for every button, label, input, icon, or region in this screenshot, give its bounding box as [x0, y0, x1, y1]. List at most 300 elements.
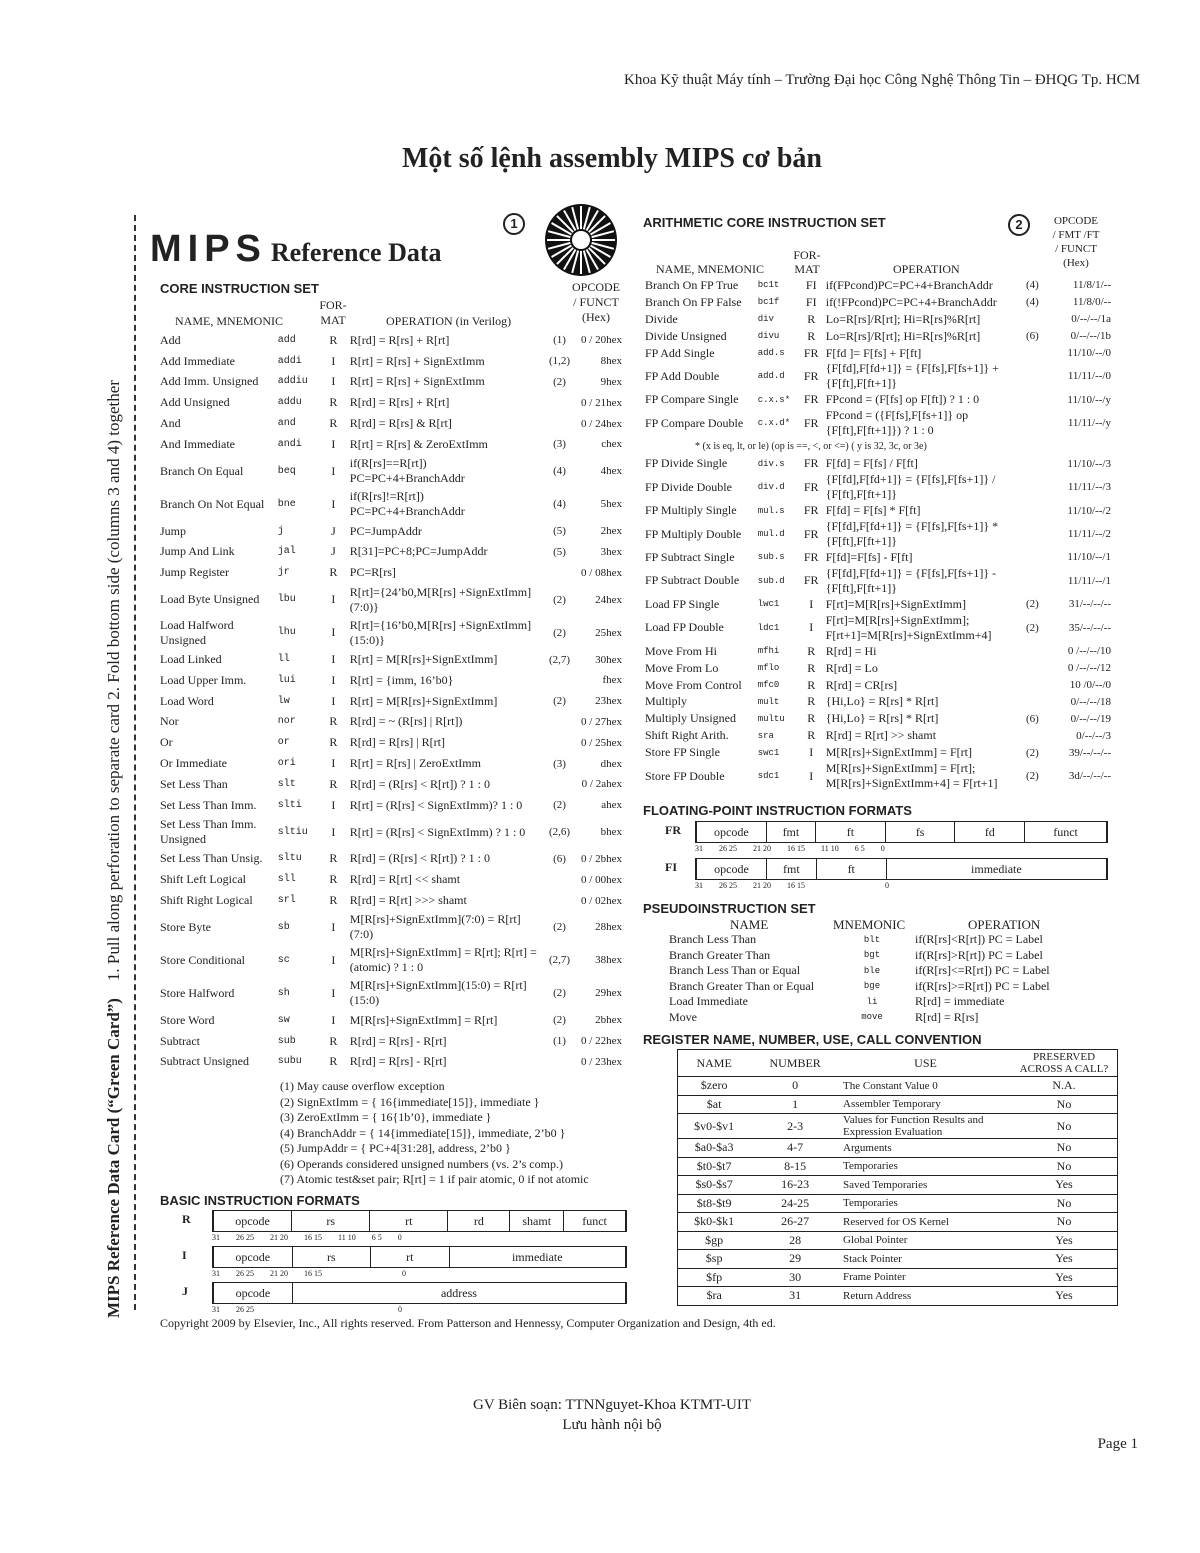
instr-name: Divide [645, 311, 678, 326]
core-row [158, 944, 624, 977]
format-label: FI [665, 860, 677, 874]
instr-format: I [331, 592, 336, 607]
register-row [678, 1287, 1118, 1306]
instr-opcode: 38hex [595, 954, 622, 967]
instr-note: (2) [553, 375, 566, 388]
instr-format: I [331, 797, 336, 812]
instr-note [544, 712, 576, 733]
core-note: (4) BranchAddr = { 14{immediate[15]}, immediate, 2’b0 } [280, 1125, 566, 1140]
arith-row [643, 361, 1113, 391]
instr-note: (4) [1025, 279, 1039, 292]
pseudo-mnemonic: ble [863, 965, 881, 976]
instr-note [1024, 566, 1047, 596]
instr-format: R [807, 643, 816, 658]
format-field: immediate [450, 1247, 626, 1267]
instr-note: (6) [1025, 330, 1039, 343]
pseudo-h-name: NAME [730, 917, 769, 932]
format-field: rt [371, 1247, 450, 1267]
arith-h-hex-text: (Hex) [1063, 257, 1089, 269]
instr-note: (5) [553, 545, 566, 558]
instr-operation: R[rt] = M[R[rs]+SignExtImm] [349, 652, 498, 667]
instr-mnemonic: lwc1 [757, 599, 780, 610]
register-use: Global Pointer [840, 1231, 1011, 1250]
instr-note: (2) [553, 799, 566, 812]
instr-operation: if(R[rs]!=R[rt]) PC=PC+4+BranchAddr [349, 489, 465, 519]
format-field: shamt [510, 1211, 564, 1231]
register-use: The Constant Value 0 [840, 1077, 1011, 1096]
core-row [158, 911, 624, 944]
core-note: (2) SignExtImm = { 16{immediate[15]}, immediate } [280, 1094, 540, 1109]
arith-h-fmt-text: / FMT /FT [1052, 229, 1100, 241]
arith-row [643, 643, 1113, 660]
instr-note: (1) [553, 334, 566, 347]
instr-format: R [329, 893, 338, 908]
arith-row [643, 455, 1113, 472]
instr-name: Add Imm. Unsigned [160, 374, 259, 389]
footer-author: GV Biên soạn: TTNNguyet-Khoa KTMT-UIT [472, 1397, 752, 1413]
register-title: REGISTER NAME, NUMBER, USE, CALL CONVENTION [643, 1032, 982, 1047]
core-h-for: FOR- [319, 298, 347, 312]
format-field: rt [370, 1211, 448, 1231]
arith-row [643, 613, 1113, 643]
instr-note [544, 562, 576, 583]
register-row [678, 1213, 1118, 1232]
core-row [158, 434, 624, 455]
format-field: opcode [697, 859, 767, 879]
instr-format: R [329, 851, 338, 866]
instr-name: Add Immediate [160, 353, 235, 368]
instr-operation: R[rd] = R[rt] >>> shamt [349, 893, 467, 908]
core-row [158, 583, 624, 616]
register-name: $zero [678, 1077, 751, 1096]
instr-operation: R[rd] = Hi [825, 643, 877, 658]
instr-name: FP Compare Double [645, 415, 744, 430]
instr-operation: R[rt] = (R[rs] < SignExtImm) ? 1 : 0 [349, 824, 526, 839]
instr-format: I [331, 985, 336, 1000]
pseudo-h-mn: MNEMONIC [833, 917, 906, 932]
instr-operation: R[rd] = R[rs] - R[rt] [349, 1033, 447, 1048]
instr-format: FR [803, 526, 819, 541]
instr-note: (2) [553, 593, 566, 606]
instr-name: Store FP Double [645, 768, 725, 783]
core-row [158, 774, 624, 795]
instr-mnemonic: slti [277, 799, 302, 811]
register-use: Saved Temporaries [840, 1176, 1011, 1195]
instr-operation: M[R[rs]+SignExtImm](7:0) = R[rt](7:0) [349, 912, 521, 942]
register-header-row [678, 1050, 1118, 1077]
instr-format: I [331, 496, 336, 511]
instr-name: Load Linked [160, 652, 222, 667]
instr-mnemonic: sltu [277, 853, 302, 865]
instr-mnemonic: mfc0 [757, 680, 780, 691]
instr-note [1024, 502, 1047, 519]
instr-name: FP Multiply Double [645, 526, 742, 541]
pseudo-h-op: OPERATION [968, 917, 1041, 932]
side-instruction-text [104, 380, 124, 1318]
page-number: Page 1 [1097, 1436, 1138, 1452]
instr-name: Shift Right Logical [160, 893, 253, 908]
instr-opcode: 5hex [600, 498, 622, 511]
instr-opcode: 11/8/0/-- [1072, 296, 1111, 309]
instr-mnemonic: add.d [757, 371, 785, 382]
instr-mnemonic: srl [277, 895, 296, 907]
instr-opcode: 4hex [600, 465, 622, 478]
instr-operation: F[fd] = F[fs] * F[ft] [825, 503, 921, 518]
instr-name: FP Subtract Single [645, 549, 735, 564]
instr-opcode: 0 / 20hex [581, 334, 622, 347]
instr-note: (2) [1025, 746, 1039, 759]
instr-opcode: 11/11/--/2 [1067, 528, 1111, 541]
instr-format: FR [803, 573, 819, 588]
instr-opcode: fhex [602, 674, 622, 687]
instr-format: R [329, 776, 338, 791]
instr-note: (3) [553, 757, 566, 770]
arith-row [643, 472, 1113, 502]
instr-mnemonic: sll [277, 874, 296, 886]
pseudo-row [665, 932, 1054, 948]
core-row [158, 691, 624, 712]
instr-note: (4) [553, 465, 566, 478]
instr-opcode: 11/11/--/3 [1067, 481, 1111, 494]
pseudo-mnemonic: li [866, 996, 878, 1007]
instr-format: I [331, 693, 336, 708]
instr-mnemonic: c.x.s* [757, 394, 791, 405]
pseudo-operation: if(R[rs]>=R[rt]) PC = Label [915, 978, 1050, 993]
format-field: rs [292, 1211, 370, 1231]
instr-mnemonic: andi [277, 438, 302, 450]
instr-format: FR [803, 345, 819, 360]
register-name: $a0-$a3 [678, 1139, 751, 1158]
core-row [158, 816, 624, 849]
format-bits: 31 26 25 0 [212, 1305, 402, 1314]
register-name: $ra [678, 1287, 751, 1306]
register-row [678, 1077, 1118, 1096]
instr-note: (1,2) [548, 355, 571, 368]
pseudo-name: Branch Less Than or Equal [669, 963, 801, 978]
compare-note: * (x is eq, lt, or le) (op is ==, <, or <=) ( y is 32, 3c, or 3e) [695, 441, 927, 453]
arith-title: ARITHMETIC CORE INSTRUCTION SET [643, 215, 886, 230]
instr-operation: R[rd] = (R[rs] < R[rt]) ? 1 : 0 [349, 851, 490, 866]
panel-number-1: 1 [503, 213, 525, 235]
instr-mnemonic: ldc1 [757, 622, 780, 633]
instr-mnemonic: lbu [277, 594, 296, 606]
instr-note [544, 392, 576, 413]
arith-row [643, 311, 1113, 328]
perforation-line [134, 215, 136, 1310]
instr-opcode: 39/--/--/-- [1068, 746, 1111, 759]
instr-name: Set Less Than Imm. Unsigned [160, 817, 257, 847]
instr-opcode: 0 / 02hex [581, 894, 622, 907]
instr-operation: R[rt] = R[rs] & ZeroExtImm [349, 436, 488, 451]
instr-format: R [329, 714, 338, 729]
instr-note: (1) [553, 1035, 566, 1048]
instr-format: R [329, 395, 338, 410]
core-row [158, 413, 624, 434]
instr-format: I [809, 596, 814, 611]
instr-operation: R[rt] = M[R[rs]+SignExtImm] [349, 693, 498, 708]
core-row [158, 977, 624, 1010]
instr-note [1024, 408, 1047, 438]
format-field: opcode [214, 1283, 293, 1303]
core-h-op: OPERATION (in Verilog) [386, 314, 512, 328]
arith-h-opcode-text: OPCODE [1053, 215, 1098, 227]
pseudo-name: Branch Less Than [669, 932, 757, 947]
core-h-mat: MAT [320, 313, 346, 327]
instr-note [544, 732, 576, 753]
instr-operation: R[rt]={16’b0,M[R[rs] +SignExtImm](15:0)} [349, 617, 532, 647]
instr-opcode: 0/--/--/19 [1070, 712, 1111, 725]
instr-operation: {Hi,Lo} = R[rs] * R[rt] [825, 711, 939, 726]
instr-operation: {F[fd],F[fd+1]} = {F[fs],F[fs+1]} * {F[ft],F[ft+1]} [825, 519, 999, 549]
instr-note [1024, 311, 1047, 328]
format-label: R [182, 1212, 191, 1226]
core-row [158, 542, 624, 563]
register-preserved: No [1011, 1095, 1118, 1114]
instr-mnemonic: sw [277, 1014, 290, 1026]
instr-opcode: 2bhex [595, 1014, 622, 1027]
instr-format: I [331, 353, 336, 368]
register-row [678, 1194, 1118, 1213]
fp-formats-title: FLOATING-POINT INSTRUCTION FORMATS [643, 803, 912, 818]
arith-row [643, 408, 1113, 438]
instr-operation: if(R[rs]==R[rt]) PC=PC+4+BranchAddr [349, 456, 465, 486]
format-field: fmt [767, 859, 817, 879]
arith-row [643, 294, 1113, 311]
register-row [678, 1231, 1118, 1250]
format-box [695, 821, 1108, 843]
instr-operation: F[rt]=M[R[rs]+SignExtImm] [825, 596, 966, 611]
instr-operation: R[rd] = ~ (R[rs] | R[rt]) [349, 714, 463, 729]
instr-mnemonic: sub [277, 1035, 296, 1047]
instr-format: I [809, 768, 814, 783]
logo-reference: Reference Data [270, 238, 442, 267]
copyright: Copyright 2009 by Elsevier, Inc., All rights reserved. From Patterson and Hennessy, Computer Organization and Design, 4th ed. [160, 1316, 776, 1330]
core-notes [280, 1079, 589, 1188]
instr-opcode: 0 / 2bhex [581, 852, 622, 865]
core-row [158, 392, 624, 413]
register-use: Stack Pointer [840, 1250, 1011, 1269]
instr-format: R [329, 565, 338, 580]
instr-operation: M[R[rs]+SignExtImm] = R[rt]; R[rt] = (atomic) ? 1 : 0 [349, 945, 537, 975]
instr-mnemonic: sub.s [757, 552, 785, 563]
instr-mnemonic: ll [277, 654, 290, 666]
instr-note [544, 869, 576, 890]
instr-mnemonic: j [277, 525, 284, 537]
register-preserved: N.A. [1011, 1077, 1118, 1096]
instr-note [1024, 549, 1047, 566]
instr-mnemonic: mul.d [757, 529, 785, 540]
arith-row [643, 502, 1113, 519]
instr-opcode: 0/--/--/1b [1070, 330, 1111, 343]
register-preserved: Yes [1011, 1176, 1118, 1195]
core-row [158, 795, 624, 816]
core-row [158, 521, 624, 542]
format-box [212, 1210, 627, 1232]
instr-name: FP Compare Single [645, 392, 739, 407]
page-header: Khoa Kỹ thuật Máy tính – Trường Đại học Công Nghệ Thông Tin – ĐHQG Tp. HCM [624, 72, 1140, 88]
instr-format: R [329, 1054, 338, 1069]
arith-row [643, 744, 1113, 761]
instr-note [544, 670, 576, 691]
instr-note: (2,7) [548, 653, 571, 666]
instr-format: I [331, 952, 336, 967]
pseudo-mnemonic: bge [863, 981, 881, 992]
format-field: address [293, 1283, 626, 1303]
instr-mnemonic: lw [277, 695, 290, 707]
instr-format: J [331, 523, 336, 538]
instr-operation: Lo=R[rs]/R[rt]; Hi=R[rs]%R[rt] [825, 328, 981, 343]
format-field: funct [564, 1211, 626, 1231]
instr-note: (2) [553, 695, 566, 708]
instr-mnemonic: lui [277, 674, 296, 686]
instr-note: (2) [1025, 598, 1039, 611]
instr-note: (6) [1025, 712, 1039, 725]
starburst-logo-icon [543, 202, 619, 278]
instr-note [1024, 519, 1047, 549]
format-field: ft [816, 822, 886, 842]
instr-format: FI [805, 294, 817, 309]
arith-row [643, 566, 1113, 596]
instr-name: Subtract Unsigned [160, 1054, 249, 1069]
basic-formats-title: BASIC INSTRUCTION FORMATS [160, 1193, 360, 1208]
instr-note [1024, 391, 1047, 408]
register-preserved: Yes [1011, 1268, 1118, 1287]
instr-operation: R[rd] = R[rs] | R[rt] [349, 735, 445, 750]
register-name: $t8-$t9 [678, 1194, 751, 1213]
instr-name: Load FP Double [645, 620, 724, 635]
instr-name: Or [160, 735, 173, 750]
instr-name: Branch On Not Equal [160, 496, 265, 511]
instr-mnemonic: subu [277, 1056, 302, 1068]
instr-operation: M[R[rs]+SignExtImm] = F[rt]; M[R[rs]+SignExtImm+4] = F[rt+1] [825, 761, 998, 791]
instr-operation: R[rd] = Lo [825, 660, 878, 675]
format-box [212, 1246, 627, 1268]
instr-operation: {F[fd],F[fd+1]} = {F[fs],F[fs+1]} + {F[ft],F[ft+1]} [825, 361, 999, 391]
instr-opcode: 25hex [595, 626, 622, 639]
instr-opcode: 11/11/--/0 [1067, 370, 1111, 383]
arith-row [643, 710, 1113, 727]
instr-opcode: 9hex [600, 375, 622, 388]
instr-name: Jump And Link [160, 544, 235, 559]
instr-opcode: 0/--/--/18 [1070, 695, 1111, 708]
format-box [212, 1282, 627, 1304]
instr-note: (2) [553, 921, 566, 934]
instr-format: I [331, 1012, 336, 1027]
instr-mnemonic: nor [277, 716, 296, 728]
pseudo-operation: R[rd] = R[rs] [915, 1009, 979, 1024]
instr-format: R [807, 728, 816, 743]
instr-operation: PC=R[rs] [349, 565, 396, 580]
instr-operation: R[31]=PC+8;PC=JumpAddr [349, 544, 488, 559]
arith-row [643, 761, 1113, 791]
arith-row [643, 277, 1113, 294]
arith-row [643, 549, 1113, 566]
instr-mnemonic: lhu [277, 627, 296, 639]
arith-row [643, 519, 1113, 549]
arith-row [643, 660, 1113, 677]
instr-format: R [329, 735, 338, 750]
instr-opcode: 0 / 22hex [581, 1035, 622, 1048]
instr-opcode: 0 / 2ahex [581, 778, 622, 791]
instr-mnemonic: divu [757, 331, 780, 342]
instr-name: Load Halfword Unsigned [160, 617, 234, 647]
instr-operation: F[fd]=F[fs] - F[ft] [825, 549, 913, 564]
register-number: 16-23 [750, 1176, 840, 1195]
instr-opcode: 0 /--/--/12 [1067, 662, 1111, 675]
instr-opcode: 2hex [600, 525, 622, 538]
instr-mnemonic: div [757, 314, 774, 325]
instr-name: Store Conditional [160, 952, 245, 967]
pseudo-row [665, 1010, 1054, 1026]
instr-format: FR [803, 479, 819, 494]
core-h-opcode-text: OPCODE [571, 280, 620, 294]
instr-operation: FPcond = (F[fs] op F[ft]) ? 1 : 0 [825, 392, 980, 407]
instr-opcode: 23hex [595, 695, 622, 708]
instr-name: Load FP Single [645, 596, 720, 611]
pseudo-table [665, 932, 1054, 1025]
instr-format: I [331, 374, 336, 389]
arith-h-mat: MAT [794, 262, 820, 276]
instr-operation: R[rt] = {imm, 16’b0} [349, 672, 454, 687]
instr-format: FR [803, 456, 819, 471]
instr-mnemonic: sra [757, 730, 774, 741]
core-row [158, 372, 624, 393]
format-bits: 31 26 25 21 20 16 15 11 10 6 5 0 [695, 844, 885, 853]
instr-name: Load Word [160, 693, 214, 708]
pseudo-row [665, 979, 1054, 995]
instr-format: I [331, 824, 336, 839]
arith-h-funct-text: / FUNCT [1055, 243, 1097, 255]
instr-name: Add Unsigned [160, 395, 230, 410]
instr-operation: R[rt] = (R[rs] < SignExtImm)? 1 : 0 [349, 797, 523, 812]
format-field: fs [886, 822, 956, 842]
instr-note [544, 413, 576, 434]
instr-note [1024, 455, 1047, 472]
instr-format: R [329, 416, 338, 431]
instr-note: (6) [553, 852, 566, 865]
instr-operation: Lo=R[rs]/R[rt]; Hi=R[rs]%R[rt] [825, 311, 981, 326]
instr-note [544, 890, 576, 911]
register-name: $sp [678, 1250, 751, 1269]
instr-opcode: 11/11/--/1 [1067, 574, 1111, 587]
instr-operation: R[rd] = (R[rs] < R[rt]) ? 1 : 0 [349, 776, 490, 791]
instr-note: (2) [1025, 770, 1039, 783]
instr-mnemonic: addiu [277, 376, 308, 388]
instr-name: FP Add Single [645, 345, 715, 360]
arith-row [643, 596, 1113, 613]
core-note: (6) Operands considered unsigned numbers (vs. 2’s comp.) [280, 1156, 563, 1171]
instr-mnemonic: swc1 [757, 747, 780, 758]
instr-format: R [807, 677, 816, 692]
instr-opcode: 35/--/--/-- [1068, 621, 1111, 634]
instr-note: (5) [553, 525, 566, 538]
instr-opcode: 11/10/--/3 [1067, 457, 1111, 470]
instr-operation: R[rd] = R[rs] - R[rt] [349, 1054, 447, 1069]
arith-row [643, 345, 1113, 362]
instr-format: FI [805, 277, 817, 292]
core-row [158, 488, 624, 521]
instr-name: Subtract [160, 1033, 200, 1048]
instr-operation: R[rt]={24’b0,M[R[rs] +SignExtImm](7:0)} [349, 584, 532, 614]
instr-note: (2) [553, 626, 566, 639]
core-row [158, 351, 624, 372]
core-row [158, 670, 624, 691]
core-row [158, 890, 624, 911]
instr-operation: R[rd] = R[rs] & R[rt] [349, 416, 452, 431]
instr-opcode: 0 / 24hex [581, 417, 622, 430]
instr-format: I [331, 919, 336, 934]
instr-mnemonic: c.x.d* [757, 418, 791, 429]
